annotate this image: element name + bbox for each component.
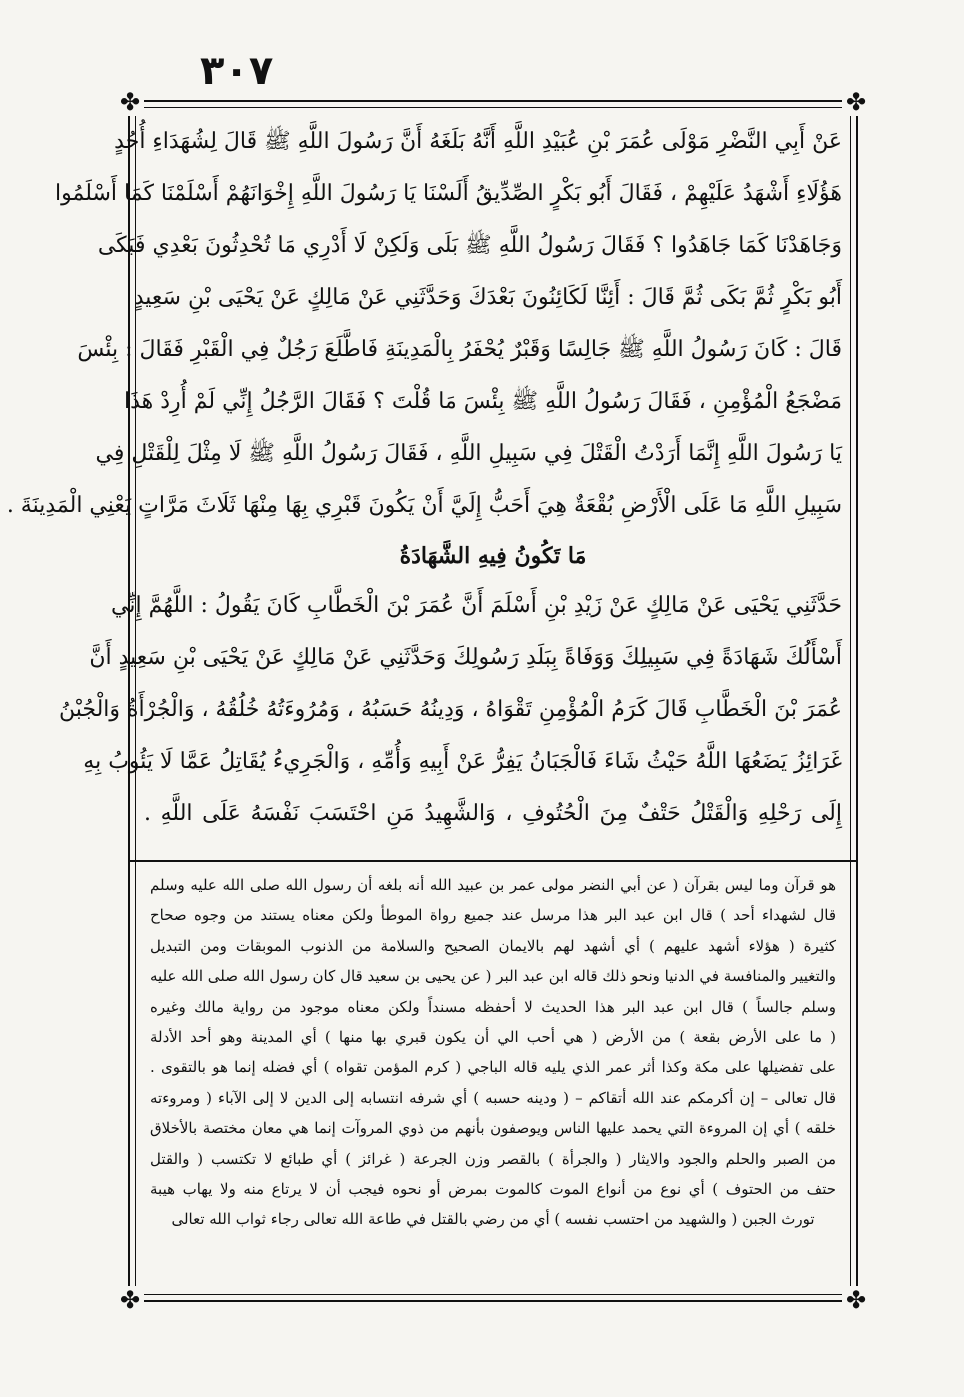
main-line: عَنْ أَبِي النَّضْرِ مَوْلَى عُمَرَ بْنِ عُبَيْدِ اللَّهِ أَنَّهُ بَلَغَهُ أَنَّ رَسُولَ اللَّهِ ﷺ قَالَ لِشُهَدَاءِ أُحُدٍ <box>114 129 842 154</box>
main-line: غَرَائِزُ يَضَعُهَا اللَّهُ حَيْثُ شَاءَ فَالْجَبَانُ يَفِرُّ عَنْ أَبِيهِ وَأُمِّهِ ، وَالْجَرِيءُ يُقَاتِلُ عَمَّا لَا يَئُوبُ بِهِ <box>83 749 842 774</box>
main-line: سَبِيلِ اللَّهِ مَا عَلَى الْأَرْضِ بُقْعَةٌ هِيَ أَحَبُّ إِلَيَّ أَنْ يَكُونَ قَبْرِي بِهَا مِنْهَا ثَلَاثَ مَرَّاتٍ يَعْنِي الْمَدِينَةَ . <box>6 493 842 518</box>
main-line: إِلَى رَحْلِهِ وَالْقَتْلُ حَتْفٌ مِنَ الْحُتُوفِ ، وَالشَّهِيدُ مَنِ احْتَسَبَ نَفْسَهُ عَلَى اللَّهِ . <box>144 801 842 826</box>
main-line: حَدَّثَنِي يَحْيَى عَنْ مَالِكٍ عَنْ زَيْدِ بْنِ أَسْلَمَ أَنَّ عُمَرَ بْنَ الْخَطَّابِ كَانَ يَقُولُ : اللَّهُمَّ إِنِّي <box>111 593 842 618</box>
page-frame <box>6 88 867 1314</box>
note-line: تورث الجبن ( والشهيد من احتسب نفسه ) أي من رضي بالقتل في طاعة الله تعالى رجاء ثواب الله تعالى <box>171 1210 815 1229</box>
corner-ornament-icon: ✤ <box>116 88 144 116</box>
page-number: ٣٠٧ <box>200 48 274 94</box>
main-line: عُمَرَ بْنَ الْخَطَّابِ قَالَ كَرَمُ الْمُؤْمِنِ تَقْوَاهُ ، وَدِينُهُ حَسَبُهُ ، وَمُرُوءَتُهُ خُلُقُهُ ، وَالْجُرْأَةُ وَالْجُبْنُ <box>59 697 842 722</box>
note-line: ( ما على الأرض بقعة ) من الأرض ( هي أحب الي أن يكون قبري بها منها ) أي المدينة وهو أحد الأدلة <box>150 1027 836 1046</box>
main-line: أَسْأَلُكَ شَهَادَةً فِي سَبِيلِكَ وَوَفَاةً بِبَلَدِ رَسُولِكَ وَحَدَّثَنِي عَنْ مَالِكٍ عَنْ يَحْيَى بْنِ سَعِيدٍ أَنَّ <box>89 645 842 670</box>
main-line: أَبُو بَكْرٍ ثُمَّ بَكَى ثُمَّ قَالَ : أَئِنَّا لَكَائِنُونَ بَعْدَكَ وَحَدَّثَنِي عَنْ مَالِكٍ عَنْ يَحْيَى بْنِ سَعِيدٍ <box>133 285 842 310</box>
corner-ornament-icon: ✤ <box>116 1286 144 1314</box>
note-line: هو قرآن وما ليس بقرآن ( عن أبي النضر مولى عمر بن عبيد الله أنه بلغه أن رسول الله صلى الله عليه وسلم <box>150 876 836 894</box>
note-line: قال تعالى – إن أكرمكم عند الله أتقاكم – ( ودينه حسبه ) أي شرفه انتسابه إلى الدين لا إلى الآباء ( ومروءته <box>150 1088 836 1107</box>
section-heading: مَا تَكُونُ فِيهِ الشَّهَادَةُ <box>399 543 587 569</box>
note-line: من الصبر والحلم والجود والايثار ( والجرأة ) بالقصر وزن الجرعة ( غرائز ) أي طبائع لا تكتسب ( والقتل <box>150 1149 836 1168</box>
note-line: خلقه ) أي إن المروءة التي يحمد عليها الناس ويوصفون بأنهم من ذوي المروآت إنما هي معان مختصة بالأخلاق <box>150 1119 836 1138</box>
note-line: والتغيير والمنافسة في الدنيا ونحو ذلك قاله ابن عبد البر ( عن يحيى بن سعيد قال كان رسول الله صلى الله عليه <box>150 967 836 986</box>
note-line: على تفضيلها على مكة وكذا أثر عمر الذي يليه قاله الباجي ( كرم المؤمن تقواه ) أي فضله إنما هو بالتقوى . <box>150 1058 836 1077</box>
note-line: حتف من الحتوف ) أي نوع من أنواع الموت كالموت بمرض أو نحوه فيجب أن لا يرتاع منه ولا يهاب هيبة <box>150 1179 836 1198</box>
commentary-notes <box>150 870 836 1235</box>
footnote-divider <box>130 860 856 862</box>
main-line: هَؤُلَاءِ أَشْهَدُ عَلَيْهِمْ ، فَقَالَ أَبُو بَكْرٍ الصِّدِّيقُ أَلَسْنَا يَا رَسُولَ اللَّهِ إِخْوَانَهُمْ أَسْلَمْنَا كَمَا أَسْلَمُوا <box>55 181 842 206</box>
corner-ornament-icon: ✤ <box>842 1286 870 1314</box>
main-line: يَا رَسُولَ اللَّهِ إِنَّمَا أَرَدْتُ الْقَتْلَ فِي سَبِيلِ اللَّهِ ، فَقَالَ رَسُولُ اللَّهِ ﷺ لَا مِثْلَ لِلْقَتْلِ فِي <box>95 441 842 466</box>
main-line: قَالَ : كَانَ رَسُولُ اللَّهِ ﷺ جَالِسًا وَقَبْرٌ يُحْفَرُ بِالْمَدِينَةِ فَاطَّلَعَ رَجُلٌ فِي الْقَبْرِ فَقَالَ : بِئْسَ <box>77 337 842 362</box>
main-line: مَضْجَعُ الْمُؤْمِنِ ، فَقَالَ رَسُولُ اللَّهِ ﷺ بِئْسَ مَا قُلْتَ ؟ فَقَالَ الرَّجُلُ إِنِّي لَمْ أُرِدْ هَذَا <box>123 389 842 414</box>
main-line: وَجَاهَدْنَا كَمَا جَاهَدُوا ؟ فَقَالَ رَسُولُ اللَّهِ ﷺ بَلَى وَلَكِنْ لَا أَدْرِي مَا تُحْدِثُونَ بَعْدِي فَبَكَى <box>97 233 842 258</box>
main-text <box>6 116 842 856</box>
note-line: قال لشهداء أحد ) قال ابن عبد البر هذا مرسل عند جميع رواة الموطأ ولكن معناه يستند من وجوه صحاح <box>150 906 836 925</box>
note-line: وسلم جالساً ) قال ابن عبد البر هذا الحديث لا أحفظه مسنداً ولكن معناه موجود من رواية مالك وغيره <box>150 997 836 1016</box>
note-line: كثيرة ( هؤلاء أشهد عليهم ) أي أشهد لهم بالايمان الصحيح والسلامة من الذنوب الموبقات ومن التبديل <box>150 936 836 955</box>
corner-ornament-icon: ✤ <box>842 88 870 116</box>
